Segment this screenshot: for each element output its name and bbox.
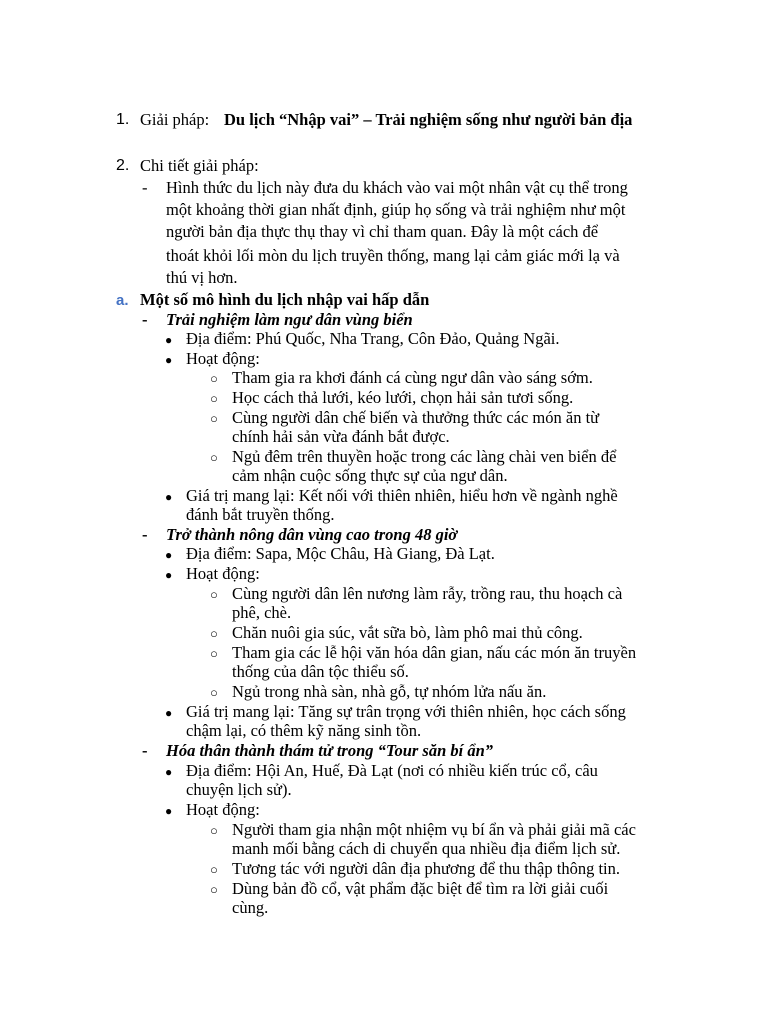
model-2-dash: - [142,525,148,544]
bullet-circle: ○ [210,646,218,661]
model-2-place: Địa điểm: Sapa, Mộc Châu, Hà Giang, Đà Lạt. [186,544,495,563]
model-2-activity: phê, chè. [232,603,292,622]
model-3-activity: Người tham gia nhận một nhiệm vụ bí ẩn và phải giải mã các [232,820,636,839]
intro-dash: - [142,178,148,197]
bullet-dot: ● [165,490,173,504]
model-1-activity: Cùng người dân chế biến và thưởng thức các món ăn từ [232,408,600,427]
model-3-activity: Dùng bản đồ cổ, vật phẩm đặc biệt để tìm ra lời giải cuối [232,879,609,898]
bullet-dot: ● [165,706,173,720]
intro-line: Hình thức du lịch này đưa du khách vào vai một nhân vật cụ thể trong [166,178,628,197]
bullet-dot: ● [165,333,173,347]
model-3-activity: Tương tác với người dân địa phương để thu thập thông tin. [232,859,621,878]
model-1-activity: Ngủ đêm trên thuyền hoặc trong các làng chài ven biển để [232,447,617,466]
model-1-activity: cảm nhận cuộc sống thực sự của ngư dân. [232,466,508,485]
intro-line: người bản địa thực thụ thay vì chỉ tham quan. Đây là một cách để [166,222,599,241]
model-2-activity: Cùng người dân lên nương làm rẫy, trồng rau, thu hoạch cà [232,584,623,603]
bullet-circle: ○ [210,862,218,877]
subsection-a-title: Một số mô hình du lịch nhập vai hấp dẫn [140,290,430,309]
model-1-value: Giá trị mang lại: Kết nối với thiên nhiên, hiểu hơn về ngành nghề [186,486,618,505]
bullet-dot: ● [165,353,173,367]
section-1-label: Giải pháp: [140,110,210,129]
bullet-circle: ○ [210,371,218,386]
bullet-circle: ○ [210,450,218,465]
section-1-number: 1. [116,111,130,128]
section-2-label: Chi tiết giải pháp: [140,156,259,175]
model-2-activity: Ngủ trong nhà sàn, nhà gỗ, tự nhóm lửa nấu ăn. [232,682,547,701]
model-1-title: Trải nghiệm làm ngư dân vùng biển [166,310,413,329]
model-1-dash: - [142,310,148,329]
bullet-circle: ○ [210,391,218,406]
model-2-value: chậm lại, có thêm kỹ năng sinh tồn. [186,721,422,740]
model-2-value: Giá trị mang lại: Tăng sự trân trọng với thiên nhiên, học cách sống [186,702,626,721]
model-2-activities-label: Hoạt động: [186,564,260,583]
bullet-dot: ● [165,804,173,818]
section-2-number: 2. [116,157,130,174]
model-3-activity: cùng. [232,898,269,917]
model-1-place: Địa điểm: Phú Quốc, Nha Trang, Côn Đảo, Quảng Ngãi. [186,329,560,348]
bullet-circle: ○ [210,685,218,700]
model-2-title: Trở thành nông dân vùng cao trong 48 giờ [166,525,458,544]
model-3-activities-label: Hoạt động: [186,800,260,819]
bullet-circle: ○ [210,626,218,641]
model-3-dash: - [142,741,148,760]
bullet-circle: ○ [210,587,218,602]
bullet-circle: ○ [210,411,218,426]
intro-line: một khoảng thời gian nhất định, giúp họ sống và trải nghiệm như một [166,200,626,219]
subsection-a-marker: a. [116,292,129,309]
model-3-place: Địa điểm: Hội An, Huế, Đà Lạt (nơi có nhiều kiến trúc cổ, câu [186,761,598,780]
model-3-title: Hóa thân thành thám tử trong “Tour săn bí ẩn” [166,741,494,760]
bullet-circle: ○ [210,882,218,897]
section-1-title: Du lịch “Nhập vai” – Trải nghiệm sống như người bản địa [224,110,633,129]
model-1-activity: chính hải sản vừa đánh bắt được. [232,427,450,446]
bullet-dot: ● [165,548,173,562]
model-1-activity: Tham gia ra khơi đánh cá cùng ngư dân vào sáng sớm. [232,368,593,387]
intro-line: thú vị hơn. [166,268,238,287]
bullet-dot: ● [165,568,173,582]
model-1-value: đánh bắt truyền thống. [186,505,335,524]
model-2-activity: Chăn nuôi gia súc, vắt sữa bò, làm phô mai thủ công. [232,623,583,642]
model-2-activity: Tham gia các lễ hội văn hóa dân gian, nấu các món ăn truyền [232,643,637,662]
intro-line: thoát khỏi lối mòn du lịch truyền thống, mang lại cảm giác mới lạ và [166,246,620,265]
bullet-circle: ○ [210,823,218,838]
model-3-place: chuyện lịch sử). [186,780,292,799]
model-3-activity: manh mối bằng cách di chuyển qua nhiều địa điểm lịch sử. [232,839,621,858]
model-2-activity: thống của dân tộc thiểu số. [232,662,409,681]
model-1-activities-label: Hoạt động: [186,349,260,368]
model-1-activity: Học cách thả lưới, kéo lưới, chọn hải sản tươi sống. [232,388,574,407]
bullet-dot: ● [165,765,173,779]
